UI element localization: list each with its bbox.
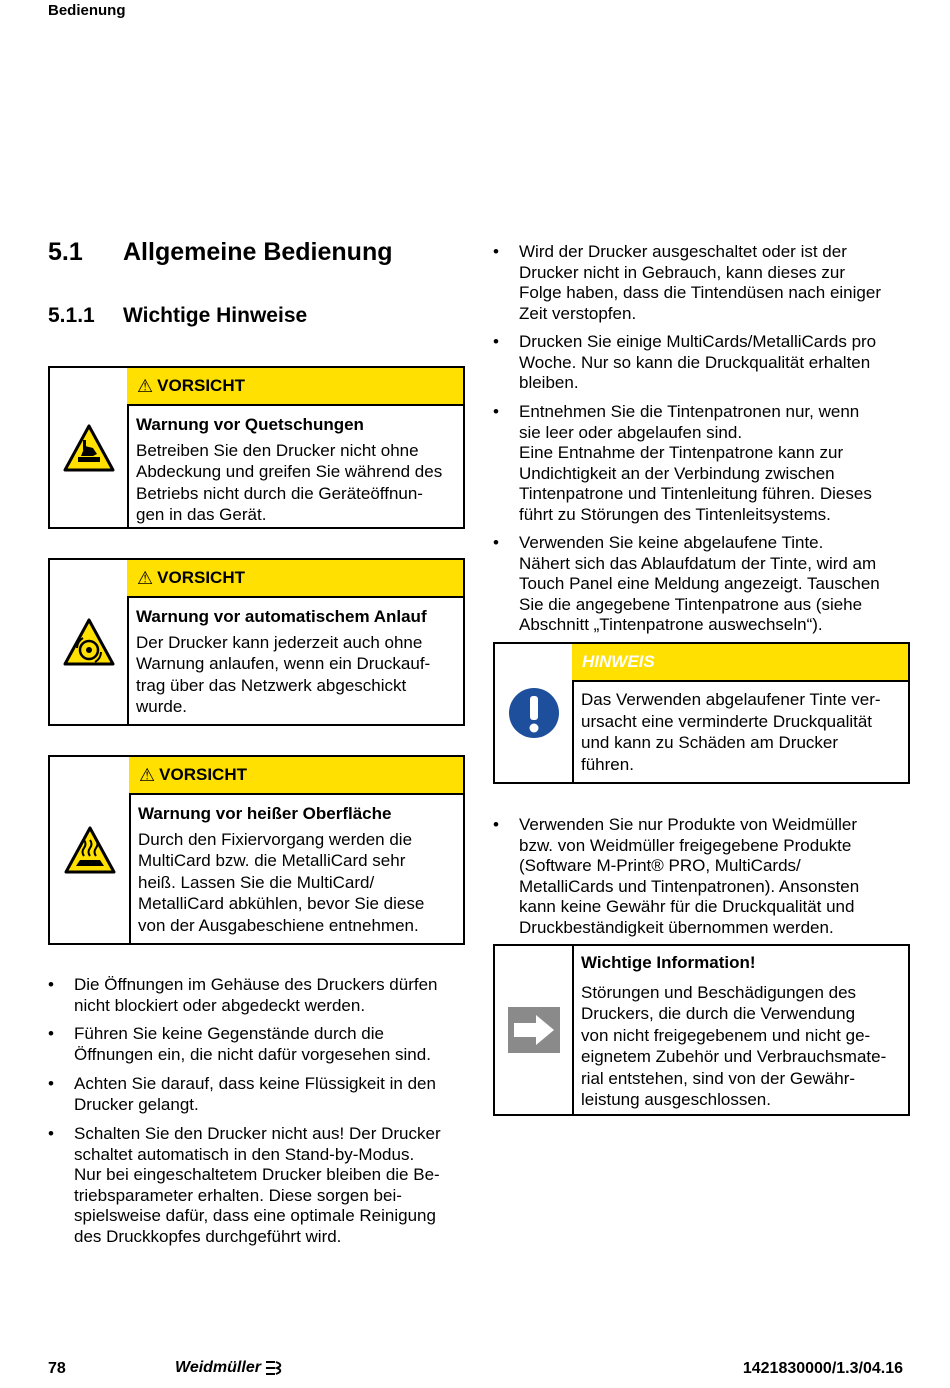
- list-item-line: Führen Sie keine Gegenstände durch die: [74, 1024, 384, 1043]
- hot-surface-hazard-icon: [64, 826, 116, 874]
- info-content: [572, 952, 908, 1111]
- warning-text-line: Abdeckung und greifen Sie während des: [136, 462, 443, 481]
- warning-text-line: Warnung anlaufen, wenn ein Druckauf-: [136, 654, 431, 673]
- list-item-line: Sie die angegebene Tintenpatrone aus (siehe: [519, 594, 863, 614]
- crush-hazard-icon: [63, 424, 115, 472]
- list-item-line: bzw. von Weidmüller freigegebene Produkte: [519, 835, 852, 855]
- warning-label: VORSICHT: [159, 765, 247, 784]
- weidmueller-logo-icon: [265, 1360, 285, 1376]
- exclamation-icon: [508, 687, 560, 739]
- list-item-line: Die Öffnungen im Gehäuse des Druckers dürfen: [74, 975, 438, 994]
- notice-text-line: und kann zu Schäden am Drucker: [581, 733, 839, 752]
- list-item-line: Abschnitt „Tintenpatrone auswechseln“).: [519, 615, 823, 634]
- info-text-line: von nicht freigegebenem und nicht ge-: [581, 1025, 871, 1045]
- info-text-line: rial entstehen, sind von der Gewähr-: [581, 1068, 856, 1088]
- notice-content: [572, 689, 908, 775]
- warning-label-bar: [129, 757, 463, 795]
- warning-text-line: MetalliCard abkühlen, bevor Sie diese: [138, 894, 425, 913]
- list-item-line: führt zu Störungen des Tintenleitsystems.: [519, 504, 831, 524]
- arrow-right-icon: [508, 1007, 560, 1053]
- list-item-line: Woche. Nur so kann die Druckqualität erhalten: [519, 352, 871, 372]
- warning-title: Warnung vor heißer Oberfläche: [138, 804, 392, 823]
- warning-label-bar: [127, 560, 463, 598]
- notice-box: [493, 642, 910, 784]
- info-text-line: Druckers, die durch die Verwendung: [581, 1004, 856, 1023]
- bullet-icon: •: [493, 242, 499, 261]
- bullet-icon: •: [493, 402, 499, 421]
- warning-text-line: Betreiben Sie den Drucker nicht ohne: [136, 440, 419, 460]
- notice-label: HINWEIS: [582, 652, 655, 671]
- list-item-line: triebsparameter erhalten. Diese sorgen bei-: [74, 1185, 402, 1205]
- subsection-title: Wichtige Hinweise: [123, 304, 308, 327]
- warning-label-bar: [127, 368, 463, 406]
- list-item-line: MetalliCards und Tintenpatronen). Ansonsten: [519, 876, 860, 896]
- list-item-line: Drucker nicht in Gebrauch, kann dieses zur: [519, 262, 845, 282]
- brand-logo: [175, 1359, 285, 1377]
- warning-text-line: Durch den Fixiervorgang werden die: [138, 829, 413, 849]
- document-code: 1421830000/1.3/04.16: [742, 1360, 903, 1377]
- list-item-line: des Druckkopfes durchgeführt wird.: [74, 1226, 342, 1246]
- list-item-line: Verwenden Sie keine abgelaufene Tinte.: [519, 533, 824, 552]
- warning-text-line: wurde.: [136, 697, 188, 716]
- info-box: [493, 944, 910, 1116]
- list-item-line: Verwenden Sie nur Produkte von Weidmüller: [519, 815, 857, 834]
- subsection-heading: [48, 304, 307, 328]
- warning-text-line: gen in das Gerät.: [136, 505, 267, 524]
- list-item-line: Drucker gelangt.: [74, 1094, 199, 1114]
- list-item-line: Eine Entnahme der Tintenpatrone kann zur: [519, 443, 844, 462]
- warning-title: Warnung vor automatischem Anlauf: [136, 607, 427, 626]
- warning-content: [127, 606, 463, 718]
- list-item-line: sie leer oder abgelaufen sind.: [519, 422, 743, 442]
- warning-triangle-icon: ⚠: [137, 567, 154, 588]
- bullet-icon: •: [493, 533, 499, 552]
- warning-box-crush: [48, 366, 465, 529]
- automatic-start-hazard-icon: [63, 618, 115, 666]
- subsection-number: 5.1.1: [48, 304, 95, 327]
- list-item-line: Folge haben, dass die Tintendüsen nach einiger: [519, 283, 881, 302]
- list-item-line: Druckbeständigkeit übernommen werden.: [519, 917, 834, 937]
- warning-content: [127, 414, 463, 526]
- warning-label: VORSICHT: [157, 568, 245, 587]
- list-item-line: Schalten Sie den Drucker nicht aus! Der Drucker: [74, 1124, 441, 1143]
- warning-label: VORSICHT: [157, 376, 245, 395]
- list-item-line: Öffnungen ein, die nicht dafür vorgesehen sind.: [74, 1044, 431, 1064]
- bullet-icon: •: [48, 1074, 54, 1093]
- list-item-line: nicht blockiert oder abgedeckt werden.: [74, 995, 366, 1015]
- list-item-line: Nähert sich das Ablaufdatum der Tinte, wird am: [519, 553, 877, 573]
- list-item-line: Entnehmen Sie die Tintenpatronen nur, wenn: [519, 402, 860, 421]
- warning-text-line: Betriebs nicht durch die Geräteöffnun-: [136, 483, 423, 503]
- warning-text-line: Der Drucker kann jederzeit auch ohne: [136, 632, 423, 652]
- warning-triangle-icon: ⚠: [137, 375, 154, 396]
- running-header: Bedienung: [48, 2, 126, 19]
- page-number: 78: [48, 1360, 66, 1377]
- section-title: Allgemeine Bedienung: [123, 238, 393, 266]
- section-number: 5.1: [48, 238, 83, 266]
- bullet-icon: •: [48, 975, 54, 994]
- section-heading: [48, 238, 392, 267]
- warning-text-line: trag über das Netzwerk abgeschickt: [136, 675, 407, 695]
- warning-box-hot-surface: [48, 755, 465, 945]
- notice-label-bar: [572, 644, 908, 682]
- info-text-line: leistung ausgeschlossen.: [581, 1090, 771, 1109]
- warning-triangle-icon: ⚠: [139, 764, 156, 785]
- warning-text-line: MultiCard bzw. die MetalliCard sehr: [138, 851, 406, 870]
- notice-text-line: Das Verwenden abgelaufener Tinte ver-: [581, 690, 881, 709]
- bullet-icon: •: [48, 1024, 54, 1043]
- warning-title: Warnung vor Quetschungen: [136, 415, 364, 434]
- info-text-line: eignetem Zubehör und Verbrauchsmate-: [581, 1047, 887, 1066]
- bullet-icon: •: [493, 815, 499, 834]
- list-item-line: Tintenpatrone und Tintenleitung führen. Dieses: [519, 484, 872, 503]
- list-item-line: Undichtigkeit an der Verbindung zwischen: [519, 463, 835, 483]
- list-item-line: bleiben.: [519, 373, 579, 392]
- bullet-icon: •: [48, 1124, 54, 1143]
- info-text-line: Störungen und Beschädigungen des: [581, 982, 857, 1002]
- info-title: Wichtige Information!: [581, 953, 756, 972]
- warning-box-auto-start: [48, 558, 465, 726]
- list-item-line: Nur bei eingeschaltetem Drucker bleiben die Be-: [74, 1165, 440, 1184]
- brand-name: Weidmüller: [175, 1359, 261, 1376]
- notice-text-line: ursacht eine verminderte Druckqualität: [581, 711, 873, 731]
- list-item-line: kann keine Gewähr für die Druckqualität und: [519, 897, 855, 916]
- list-item-line: Wird der Drucker ausgeschaltet oder ist der: [519, 242, 847, 261]
- notice-text-line: führen.: [581, 754, 634, 774]
- list-item-line: (Software M-Print® PRO, MultiCards/: [519, 856, 801, 875]
- warning-text-line: heiß. Lassen Sie die MultiCard/: [138, 872, 375, 892]
- list-item-line: Achten Sie darauf, dass keine Flüssigkeit in den: [74, 1074, 436, 1093]
- warning-text-line: von der Ausgabeschiene entnehmen.: [138, 915, 419, 935]
- warning-content: [129, 803, 463, 936]
- bullet-icon: •: [493, 332, 499, 351]
- list-item-line: schaltet automatisch in den Stand-by-Modus.: [74, 1144, 415, 1164]
- list-item-line: Drucken Sie einige MultiCards/MetalliCards pro: [519, 332, 877, 351]
- list-item-line: Touch Panel eine Meldung angezeigt. Tauschen: [519, 574, 880, 593]
- list-item-line: Zeit verstopfen.: [519, 303, 637, 323]
- list-item-line: spielsweise dafür, dass eine optimale Reinigung: [74, 1206, 436, 1225]
